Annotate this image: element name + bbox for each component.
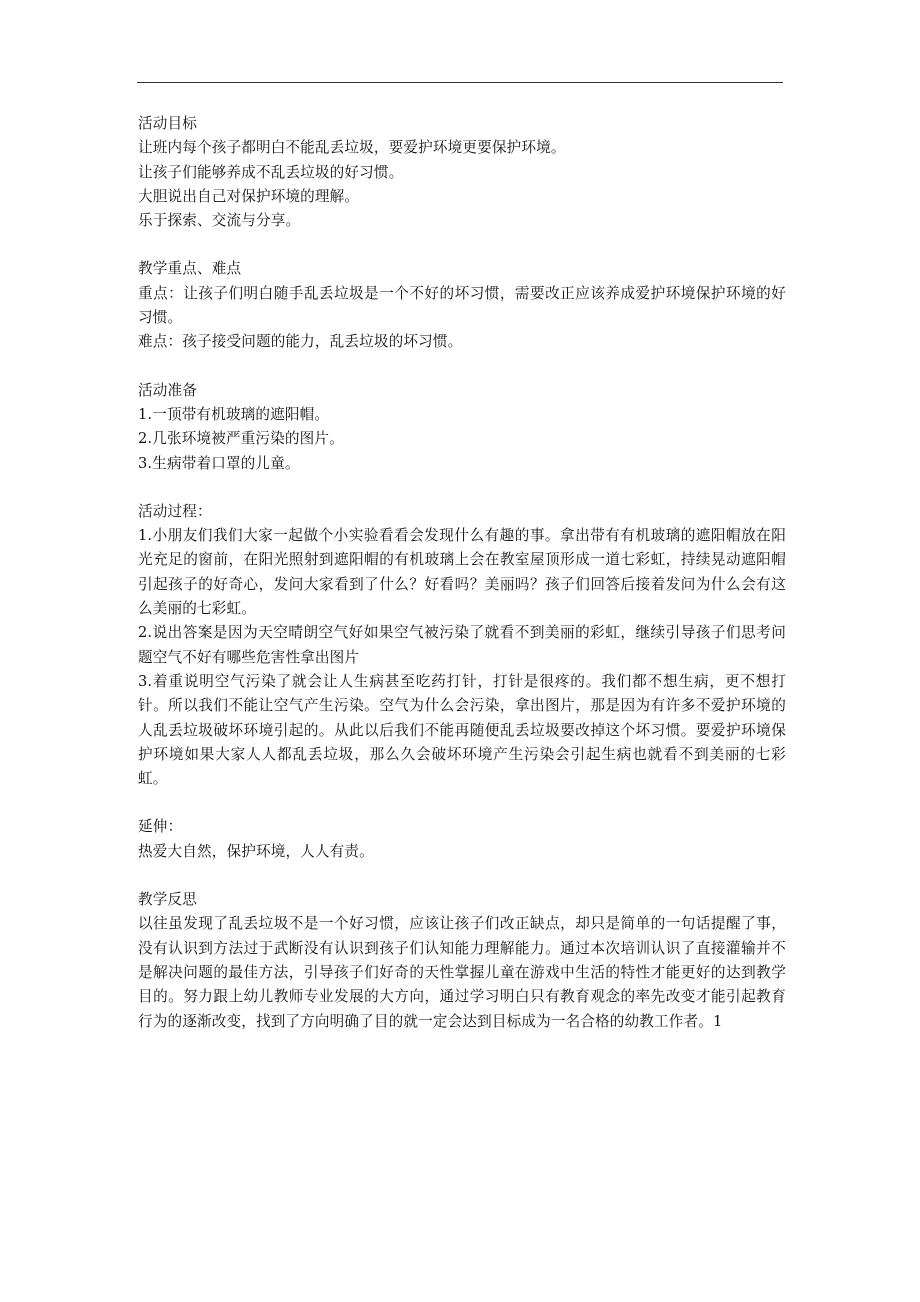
- header-rule: [137, 82, 783, 83]
- document-body: [138, 112, 786, 1034]
- goal-line: 让班内每个孩子都明白不能乱丢垃圾，要爱护环境更要保护环境。: [138, 139, 566, 157]
- section-heading: 活动准备: [138, 381, 197, 399]
- preparation-item: 1.一顶带有机玻璃的遮阳帽。: [138, 405, 330, 423]
- section-heading: 活动过程：: [138, 502, 212, 520]
- process-step: 1.小朋友们我们大家一起做个小实验看看会发现什么有趣的事。拿出带有有机玻璃的遮阳帽放在阳光充足的窗前，在阳光照射到遮阳帽的有机玻璃上会在教室屋顶形成一道七彩虹，持续晃动遮阳帽引起孩子的好奇心，发问大家看到了什么？好看吗？美丽吗？孩子们回答后接着发问为什么会有这么美丽的七彩虹。: [138, 527, 786, 618]
- process-step: 3.着重说明空气污染了就会让人生病甚至吃药打针，打针是很疼的。我们都不想生病，更不想打针。所以我们不能让空气产生污染。空气为什么会污染，拿出图片，那是因为有许多不爱护环境的人乱丢垃圾破坏环境引起的。从此以后我们不能再随便乱丢垃圾要改掉这个坏习惯。要爱护环境保护环境如果大家人人都乱丢垃圾，那么久会破坏环境产生污染会引起生病也就看不到美丽的七彩虹。: [138, 672, 786, 788]
- section-key-points: [138, 257, 786, 354]
- preparation-item: 3.生病带着口罩的儿童。: [138, 454, 300, 472]
- goal-line: 让孩子们能够养成不乱丢垃圾的好习惯。: [138, 163, 404, 181]
- section-heading: 活动目标: [138, 115, 197, 132]
- section-extension: [138, 815, 786, 864]
- goal-line: 大胆说出自己对保护环境的理解。: [138, 187, 360, 205]
- key-point-paragraph: 重点：让孩子们明白随手乱丢垃圾是一个不好的坏习惯，需要改正应该养成爱护环境保护环境的好习惯。: [138, 284, 786, 327]
- section-activity-goals: [138, 112, 786, 233]
- section-heading: 教学重点、难点: [138, 260, 242, 278]
- extension-line: 热爱大自然，保护环境，人人有责。: [138, 842, 374, 860]
- process-step: 2.说出答案是因为天空晴朗空气好如果空气被污染了就看不到美丽的彩虹，继续引导孩子们思考问题空气不好有哪些危害性拿出图片: [138, 624, 786, 666]
- goal-line: 乐于探索、交流与分享。: [138, 212, 301, 230]
- section-process: [138, 500, 786, 792]
- reflection-paragraph: 以往虽发现了乱丢垃圾不是一个好习惯，应该让孩子们改正缺点，却只是简单的一句话提醒了事，没有认识到方法过于武断没有认识到孩子们认知能力理解能力。通过本次培训认识了直接灌输并不是解决问题的最佳方法，引导孩子们好奇的天性掌握儿童在游戏中生活的特性才能更好的达到教学目的。努力跟上幼儿教师专业发展的大方向，通过学习明白只有教育观念的率先改变才能引起教育行为的逐渐改变，找到了方向明确了目的就一定会达到目标成为一名合格的幼教工作者。1: [138, 915, 786, 1030]
- section-reflection: [138, 888, 786, 1034]
- section-preparation: [138, 379, 786, 476]
- section-heading: 教学反思: [138, 891, 197, 909]
- preparation-item: 2.几张环境被严重污染的图片。: [138, 430, 344, 448]
- section-heading: 延伸：: [138, 818, 183, 836]
- difficulty-paragraph: 难点：孩子接受问题的能力，乱丢垃圾的坏习惯。: [138, 333, 463, 351]
